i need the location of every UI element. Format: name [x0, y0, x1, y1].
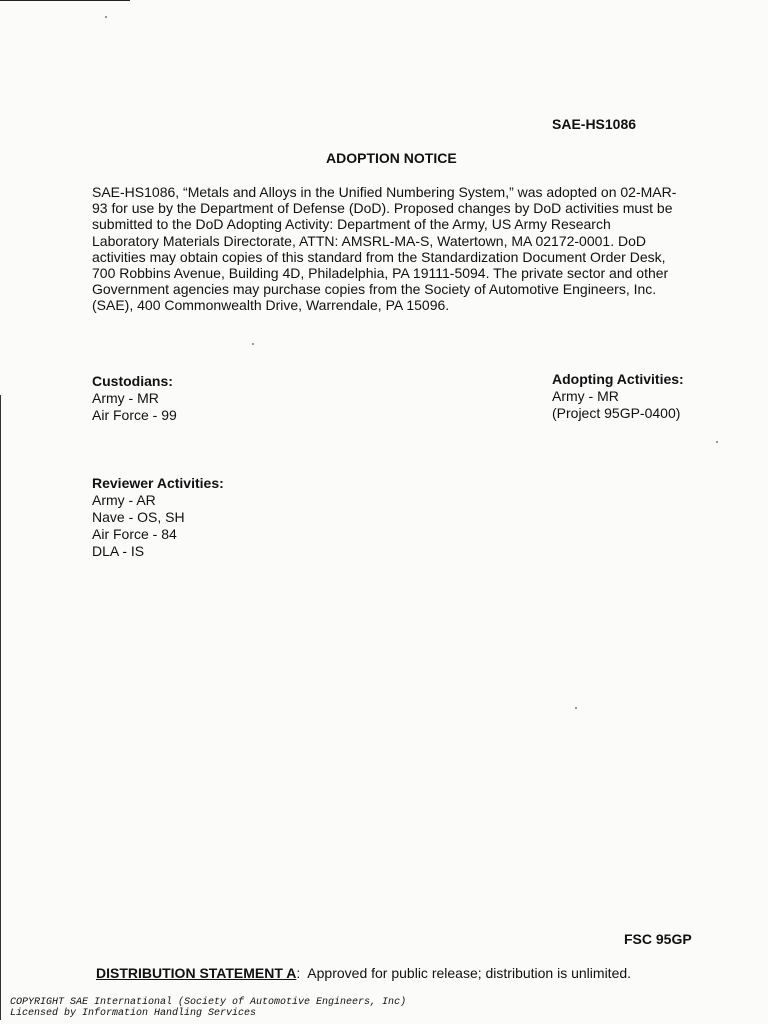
adopting-activities-block — [552, 371, 684, 422]
license-line: Licensed by Information Handling Services — [10, 1008, 257, 1019]
adopting-activity-item: Army - MR — [552, 388, 619, 404]
distribution-statement — [96, 965, 631, 981]
body-line: Government agencies may purchase copies from the Society of Automotive Engineers, Inc. — [92, 281, 657, 298]
scan-speck — [105, 16, 107, 18]
top-rule-divider — [0, 0, 130, 1]
body-line: submitted to the DoD Adopting Activity: Department of the Army, US Army Research — [92, 216, 611, 233]
notice-body — [92, 184, 692, 314]
reviewer-activity-item: Nave - OS, SH — [92, 509, 185, 525]
custodians-heading: Custodians: — [92, 373, 173, 389]
distribution-colon: : — [296, 965, 301, 981]
fsc-code: FSC 95GP — [624, 931, 692, 947]
reviewer-activity-item: DLA - IS — [92, 543, 145, 559]
custodian-item: Air Force - 99 — [92, 407, 177, 423]
distribution-label: DISTRIBUTION STATEMENT A — [96, 965, 297, 981]
adopting-activities-heading: Adopting Activities: — [552, 371, 684, 387]
body-line: (SAE), 400 Commonwealth Drive, Warrendale, PA 15096. — [92, 297, 450, 314]
reviewer-activities-block — [92, 475, 224, 560]
reviewer-activities-heading: Reviewer Activities: — [92, 475, 224, 491]
custodians-block — [92, 373, 177, 424]
body-line: Laboratory Materials Directorate, ATTN: AMSRL-MA-S, Watertown, MA 02172-0001. DoD — [92, 232, 646, 249]
scan-speck — [252, 343, 254, 345]
left-edge-rule — [0, 395, 1, 1020]
scan-speck — [575, 707, 577, 709]
distribution-text: Approved for public release; distribution is unlimited. — [300, 965, 632, 981]
scan-speck — [716, 441, 718, 443]
reviewer-activity-item: Air Force - 84 — [92, 526, 177, 542]
body-line: activities may obtain copies of this standard from the Standardization Document Order Desk, — [92, 248, 666, 265]
copyright-footer — [10, 997, 406, 1019]
reviewer-activity-item: Army - AR — [92, 492, 156, 508]
notice-title: ADOPTION NOTICE — [326, 150, 457, 166]
body-line: SAE-HS1086, “Metals and Alloys in the Unified Numbering System,” was adopted on 02-MAR- — [92, 184, 677, 200]
document-id: SAE-HS1086 — [552, 116, 637, 132]
body-line: 93 for use by the Department of Defense (DoD). Proposed changes by DoD activities must be — [92, 200, 673, 217]
custodian-item: Army - MR — [92, 390, 159, 406]
copyright-line: COPYRIGHT SAE International (Society of Automotive Engineers, Inc) — [10, 997, 407, 1008]
body-line: 700 Robbins Avenue, Building 4D, Philadelphia, PA 19111-5094. The private sector and other — [92, 265, 669, 282]
adopting-activity-item: (Project 95GP-0400) — [552, 405, 681, 421]
